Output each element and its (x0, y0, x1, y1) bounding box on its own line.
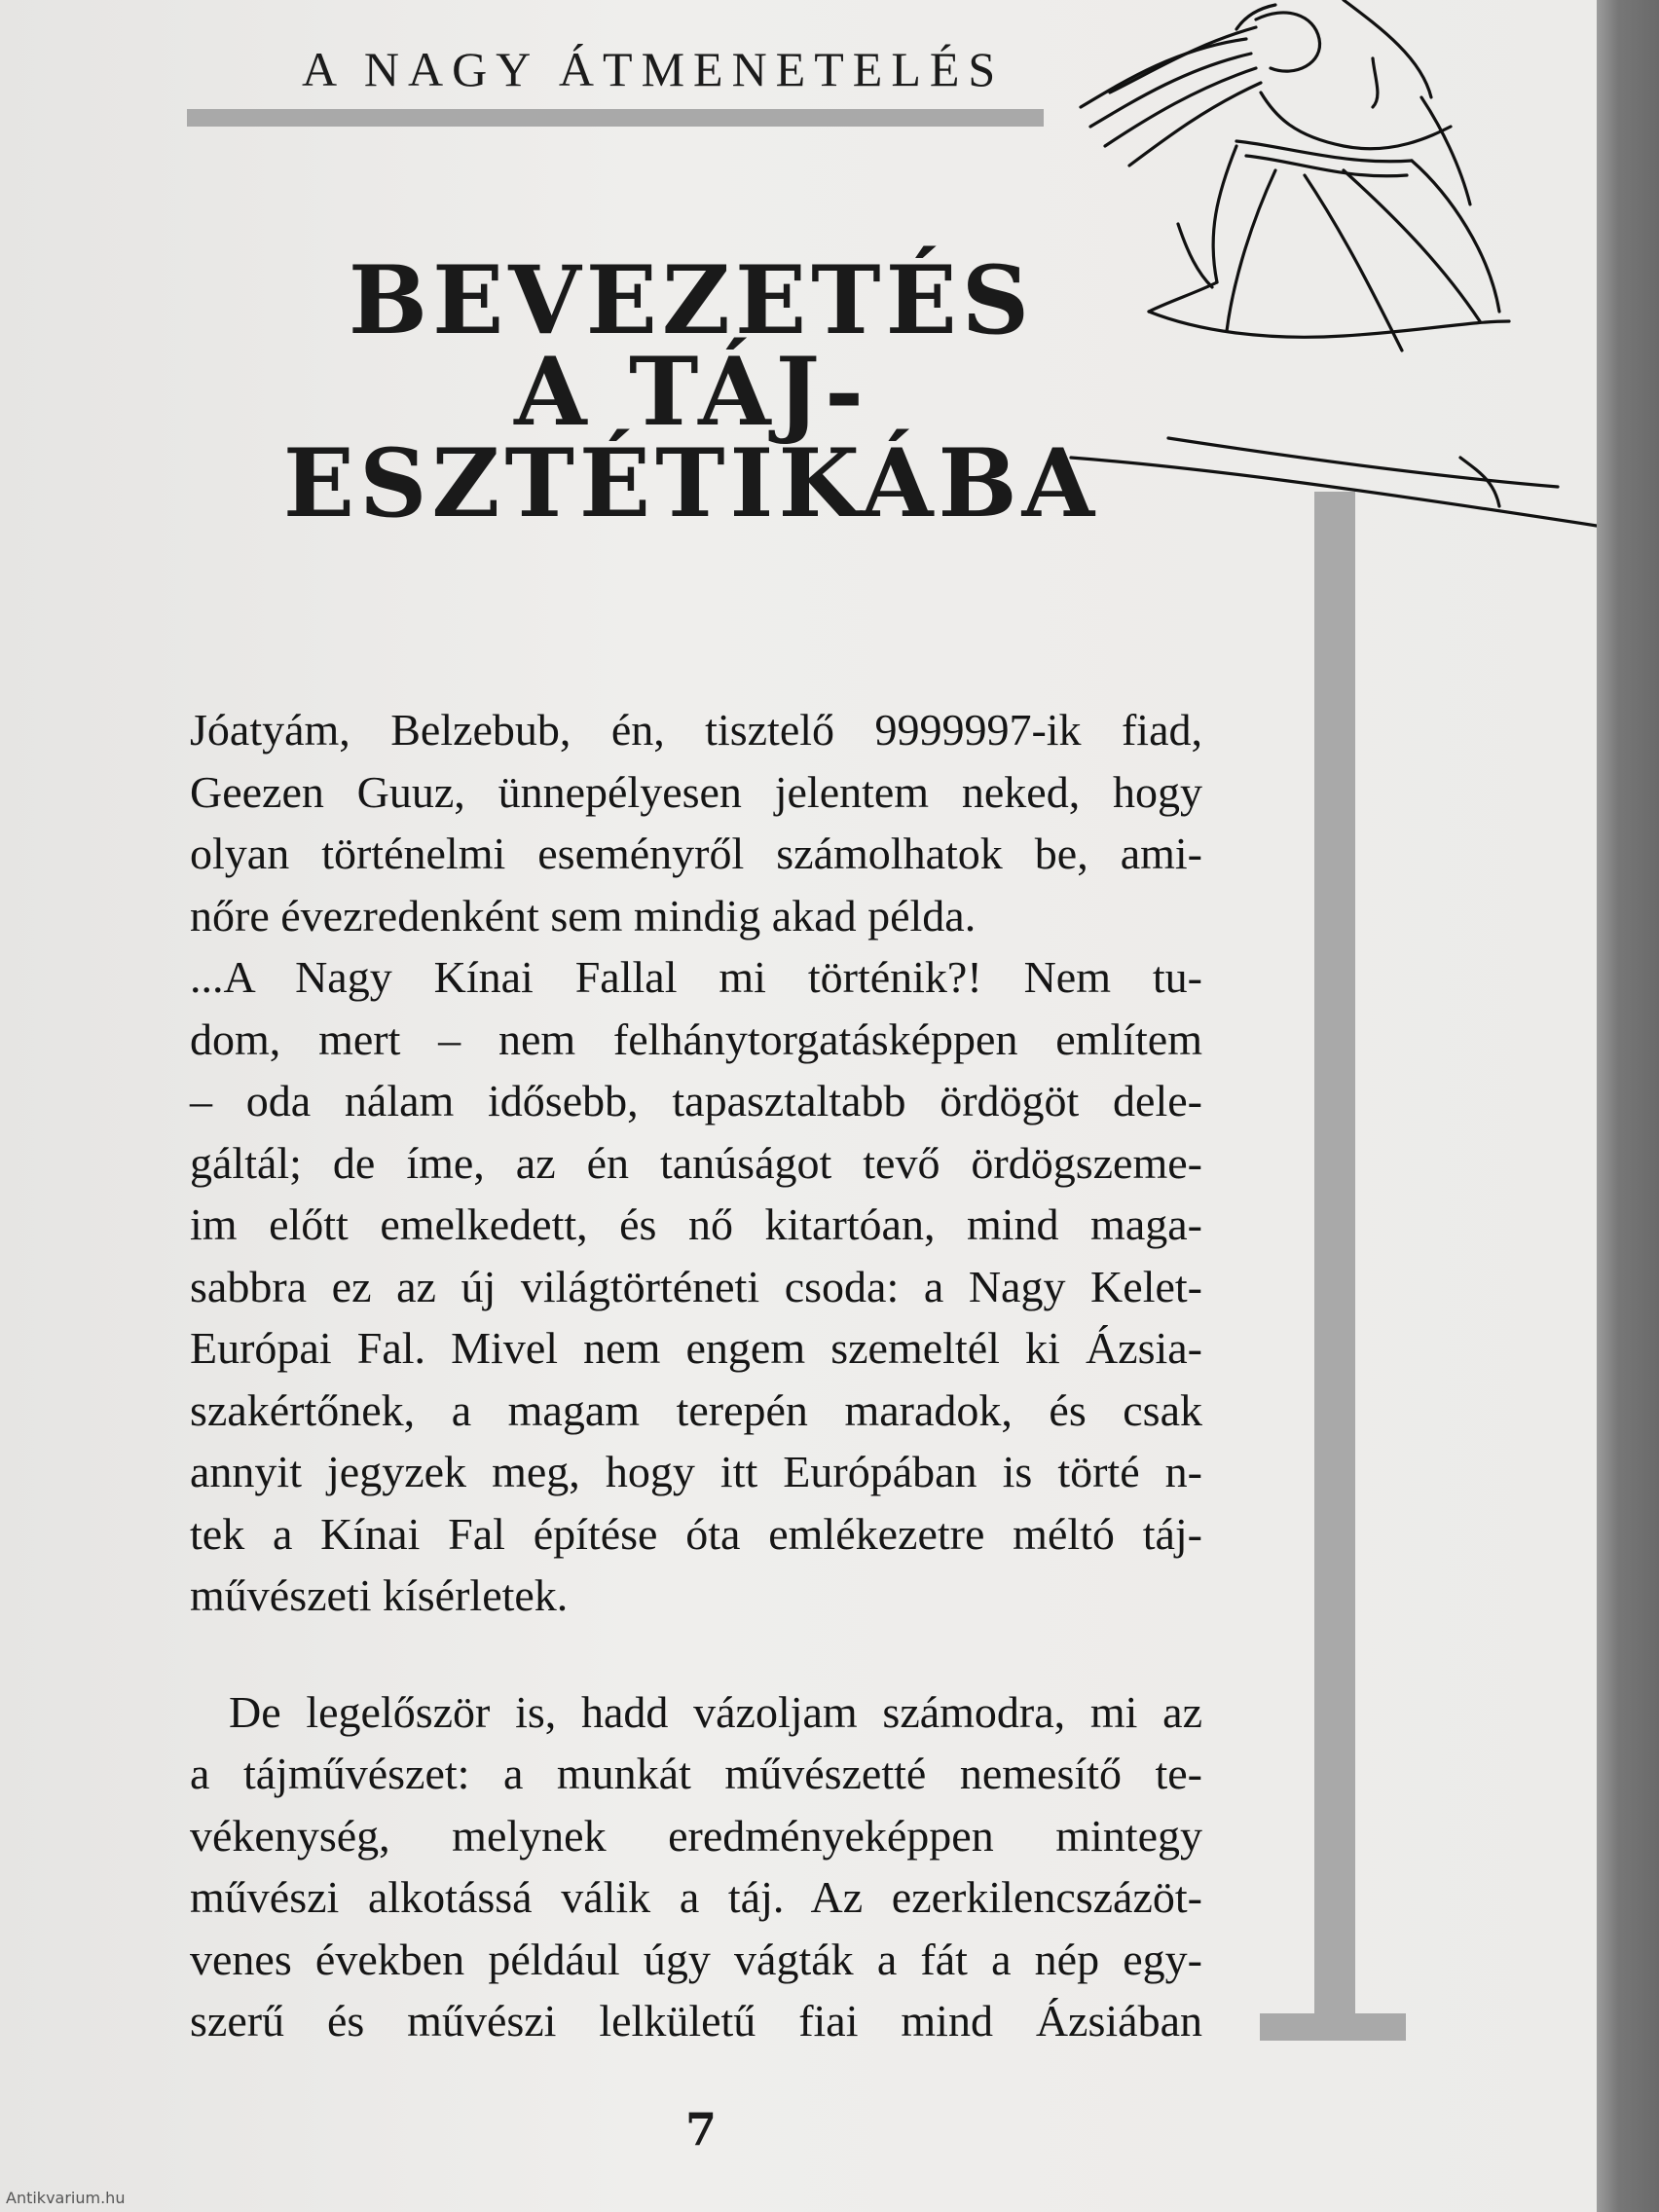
text-line: – oda nálam idősebb, tapasztaltabb ördögöt dele- (190, 1076, 1202, 1125)
text-line: De legelőször is, hadd vázoljam számodra, mi az (229, 1686, 1202, 1737)
page-edge (1597, 0, 1659, 2212)
title-line-3: ESZTÉTIKÁBA (282, 428, 1100, 538)
body-text (190, 699, 1202, 2052)
header-rule (187, 109, 1044, 127)
text-line: szerű és művészi lelkületű fiai mind Ázsiában (190, 1996, 1202, 2046)
text-line: Geezen Guuz, ünnepélyesen jelentem neked, hogy (190, 766, 1202, 817)
text-line: művészeti kísérletek. (190, 1570, 569, 1620)
text-line: olyan történelmi eseményről számolhatok be, ami- (190, 829, 1202, 878)
page-number: 7 (684, 2103, 717, 2156)
text-line: nőre évezredenként sem mindig akad példa. (190, 890, 977, 940)
vertical-rule-foot (1260, 2013, 1406, 2041)
text-line: tek a Kínai Fal építése óta emlékezetre méltó táj- (190, 1508, 1202, 1559)
text-line: Európai Fal. Mivel nem engem szemeltél ki Ázsia- (190, 1323, 1202, 1373)
text-line: Jóatyám, Belzebub, én, tisztelő 9999997-ik fiad, (190, 705, 1202, 755)
text-line: sabbra ez az új világtörténeti csoda: a Nagy Kelet- (190, 1261, 1202, 1311)
text-line: művészi alkotássá válik a táj. Az ezerkilencszázöt- (190, 1872, 1202, 1922)
text-line: gáltál; de íme, az én tanúságot tevő ördögszeme- (190, 1137, 1202, 1188)
paragraph-gap (190, 1627, 1202, 1681)
running-head: A NAGY ÁTMENETELÉS (302, 42, 1005, 96)
title-line-1: BEVEZETÉS (348, 245, 1035, 355)
watermark: Antikvarium.hu (6, 2189, 126, 2207)
vertical-rule (1314, 492, 1355, 2040)
text-line: ...A Nagy Kínai Fallal mi történik?! Nem tu- (190, 952, 1202, 1002)
text-line: a tájművészet: a munkát művészetté nemesítő te- (190, 1749, 1202, 1798)
text-line: venes években például úgy vágták a fát a nép egy- (190, 1934, 1202, 1984)
title-line-2: A TÁJ- (514, 337, 868, 447)
text-line: vékenység, melynek eredményeképpen mintegy (190, 1810, 1202, 1861)
text-line: annyit jegyzek meg, hogy itt Európában is törté n- (190, 1447, 1202, 1496)
text-line: im előtt emelkedett, és nő kitartóan, mind maga- (190, 1199, 1202, 1249)
text-line: dom, mert – nem felhánytorgatásképpen említem (190, 1014, 1202, 1064)
text-line: szakértőnek, a magam terepén maradok, és csak (190, 1384, 1202, 1435)
chapter-title (243, 245, 1139, 538)
